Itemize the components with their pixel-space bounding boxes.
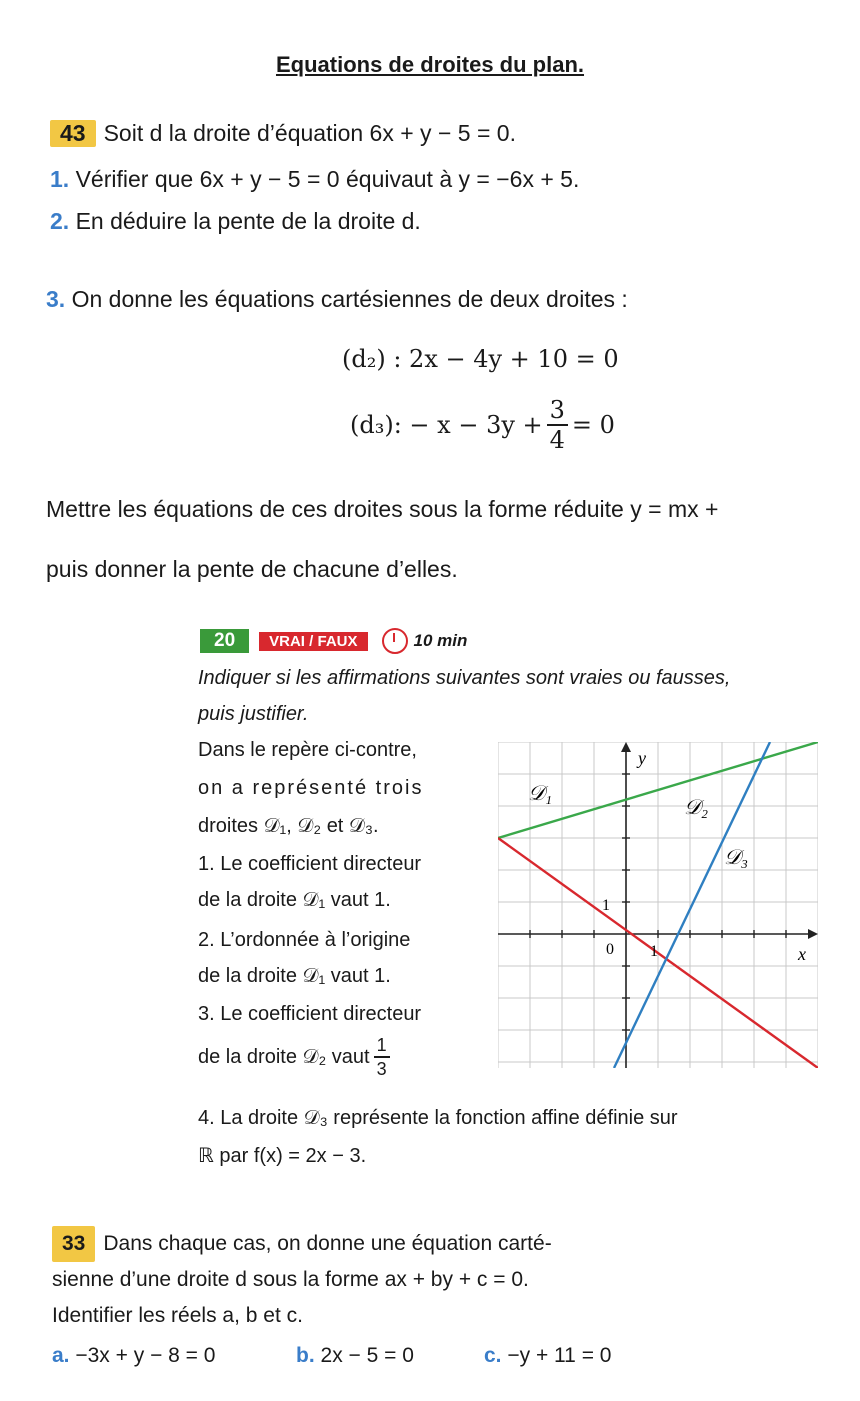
- exercise-20-instructions-2: puis justifier.: [198, 703, 309, 725]
- exercise-20-instructions-1: Indiquer si les affirmations suivantes sont vraies ou fausses,: [198, 667, 731, 689]
- exercise-20-text-5: de la droite 𝒟₁ vaut 1.: [198, 889, 391, 911]
- exercise-20-text-10: 4. La droite 𝒟₃ représente la fonction affine définie sur: [198, 1107, 678, 1129]
- label-d1: 𝒟₁: [528, 781, 553, 805]
- exercise-43-q3: 3. On donne les équations cartésiennes de deux droites :: [46, 286, 628, 312]
- exercise-20-header: [200, 628, 467, 654]
- exercise-33-case-a: a. −3x + y − 8 = 0: [52, 1344, 216, 1367]
- label-d3: 𝒟₃: [724, 845, 749, 869]
- axis-y-label: y: [638, 748, 646, 768]
- exercise-20-text-1: Dans le repère ci-contre,: [198, 739, 417, 761]
- exercise-20-text-3: droites 𝒟₁, 𝒟₂ et 𝒟₃.: [198, 815, 379, 837]
- exercise-20-text-4: 1. Le coefficient directeur: [198, 853, 422, 875]
- exercise-20-text-9: de la droite 𝒟₂ vaut $\frac{1}{3}$: [198, 1036, 394, 1078]
- stopwatch-icon: [382, 628, 408, 654]
- exercise-33-case-c: c. −y + 11 = 0: [484, 1344, 612, 1367]
- origin-label: 0: [606, 941, 614, 958]
- equation-d3: (d₃): − x − 3y + $\frac{3}{4}$ = 0: [350, 396, 615, 454]
- exercise-43-q3-line3: puis donner la pente de chacune d’elles.: [46, 556, 458, 582]
- equation-d2: (d₂) : 2x − 4y + 10 = 0: [342, 345, 619, 373]
- vrai-faux-tag: VRAI / FAUX: [259, 632, 367, 651]
- exercise-20-text-6: 2. L’ordonnée à l’origine: [198, 929, 411, 951]
- label-d2: 𝒟₂: [684, 795, 709, 819]
- exercise-20-text-7: de la droite 𝒟₁ vaut 1.: [198, 965, 391, 987]
- line-d3: [614, 742, 770, 1068]
- exercise-20-text-8: 3. Le coefficient directeur: [198, 1003, 422, 1025]
- x-unit-label: 1: [650, 943, 658, 960]
- exercise-20-text-2: on a représenté trois: [198, 777, 424, 799]
- x-axis-arrow-icon: [808, 929, 818, 939]
- exercise-43-q2: 2. En déduire la pente de la droite d.: [50, 208, 421, 234]
- exercise-33-case-b: b. 2x − 5 = 0: [296, 1344, 414, 1367]
- duration: 10 min: [413, 631, 468, 650]
- exercise-33-text-1: 33 Dans chaque cas, on donne une équation carté-: [52, 1226, 552, 1262]
- exercise-43-badge: 43: [50, 120, 96, 147]
- page-title: Equations de droites du plan.: [275, 52, 585, 77]
- exercise-33-badge: 33: [52, 1226, 95, 1262]
- axis-x-label: x: [798, 944, 806, 964]
- graph: [498, 742, 818, 1068]
- y-axis-arrow-icon: [621, 742, 631, 752]
- exercise-20-text-11: ℝ par f(x) = 2x − 3.: [198, 1145, 367, 1167]
- exercise-43-intro: 43 Soit d la droite d’équation 6x + y − 5 = 0.: [50, 120, 516, 147]
- y-unit-label: 1: [602, 897, 610, 914]
- exercise-43-q3-line2: Mettre les équations de ces droites sous la forme réduite y = mx +: [46, 496, 719, 522]
- exercise-43-q1: 1. Vérifier que 6x + y − 5 = 0 équivaut à y = −6x + 5.: [50, 166, 580, 192]
- exercise-33-text-2: sienne d’une droite d sous la forme ax + by + c = 0.: [52, 1268, 529, 1291]
- exercise-33-text-3: Identifier les réels a, b et c.: [52, 1304, 303, 1327]
- exercise-20-badge: 20: [200, 629, 249, 653]
